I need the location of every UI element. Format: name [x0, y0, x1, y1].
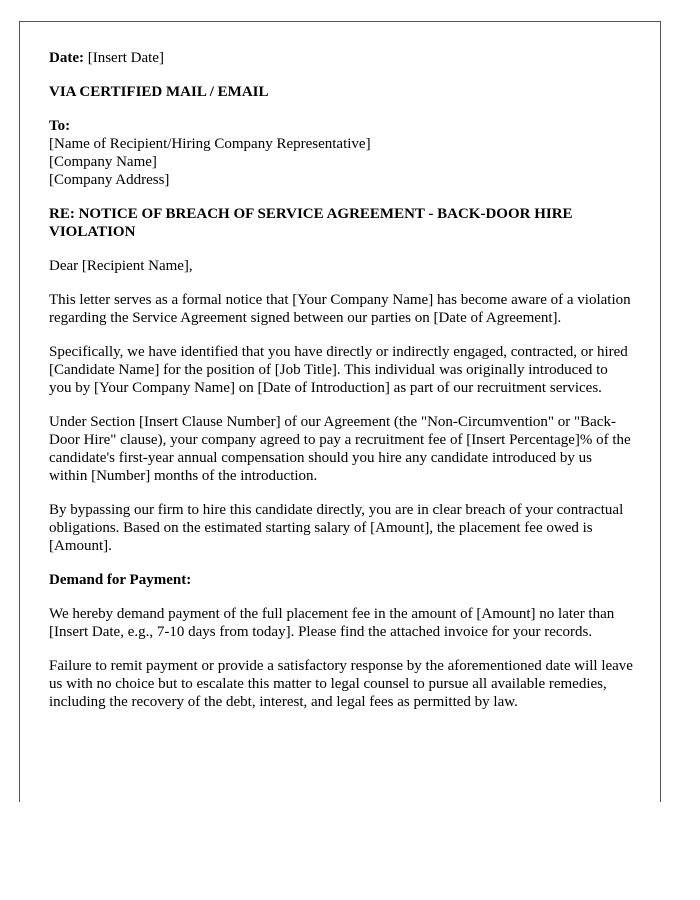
delivery-method: VIA CERTIFIED MAIL / EMAIL: [49, 84, 269, 100]
date-line: [49, 49, 634, 67]
letter-body: [49, 49, 634, 727]
date-value: [Insert Date]: [83, 50, 164, 66]
recipient-address: [Company Address]: [49, 172, 170, 188]
paragraph-notice: This letter serves as a formal notice that [Your Company Name] has become aware of a violation regarding the Service Agreement signed between our parties on [Date of Agreement].: [49, 292, 631, 326]
to-label: To:: [49, 118, 71, 134]
recipient-block: [49, 117, 634, 189]
paragraph-clause: Under Section [Insert Clause Number] of our Agreement (the "Non-Circumvention" or "Back-Door Hire" clause), your company agreed to pay a recruitment fee of [Insert Percentage]% of the candidate's first-year annual compensation should you hire any candidate introduced by us within [Number] months of the introduction.: [49, 414, 631, 484]
paragraph-specifics: Specifically, we have identified that you have directly or indirectly engaged, contracted, or hired [Candidate Name] for the position of [Job Title]. This individual was originally introduced to you by [Your Company Name] on [Date of Introduction] as part of our recruitment services.: [49, 344, 628, 396]
recipient-name: [Name of Recipient/Hiring Company Representative]: [49, 136, 371, 152]
recipient-company: [Company Name]: [49, 154, 157, 170]
paragraph-consequence: Failure to remit payment or provide a satisfactory response by the aforementioned date will leave us with no choice but to escalate this matter to legal counsel to pursue all available remedies, including the recovery of the debt, interest, and legal fees as permitted by law.: [49, 658, 633, 710]
subject-line: RE: NOTICE OF BREACH OF SERVICE AGREEMENT - BACK-DOOR HIRE VIOLATION: [49, 206, 573, 240]
salutation: Dear [Recipient Name],: [49, 258, 193, 274]
paragraph-breach: By bypassing our firm to hire this candidate directly, you are in clear breach of your contractual obligations. Based on the estimated starting salary of [Amount], the placement fee owed is [Amount].: [49, 502, 624, 554]
letter-page: [19, 21, 661, 802]
demand-heading: Demand for Payment:: [49, 572, 192, 588]
date-label: Date:: [49, 50, 84, 66]
paragraph-demand: We hereby demand payment of the full placement fee in the amount of [Amount] no later than [Insert Date, e.g., 7-10 days from today]. Please find the attached invoice for your records.: [49, 606, 615, 640]
